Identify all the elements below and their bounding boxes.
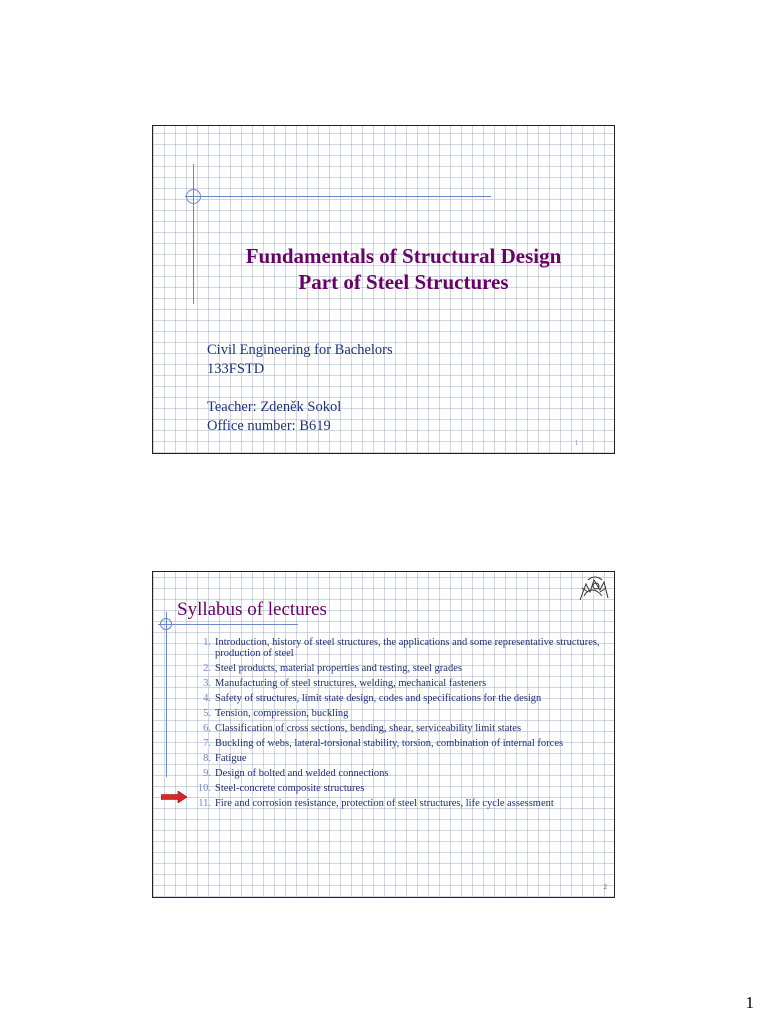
teacher-name: Teacher: Zdeněk Sokol	[207, 399, 342, 415]
course-name: Civil Engineering for Bachelors	[207, 342, 393, 358]
list-item: 10. Steel-concrete composite structures	[197, 783, 365, 794]
slide-title-line-1: Fundamentals of Structural Design	[245, 244, 562, 268]
decor-horizontal-line	[185, 196, 491, 197]
decor-vertical-line	[166, 612, 167, 777]
list-item: 1. Introduction, history of steel structures, the applications and some representative structures, production of steel	[203, 637, 600, 659]
list-item: 5. Tension, compression, buckling	[203, 708, 349, 719]
list-item: 2. Steel products, material properties and testing, steel grades	[203, 663, 462, 674]
decor-ring	[160, 618, 172, 630]
page-number: 1	[745, 993, 754, 1012]
list-item: 6. Classification of cross sections, bending, shear, serviceability limit states	[203, 723, 522, 734]
university-logo-icon	[576, 574, 612, 604]
slide-title-line-2: Part of Steel Structures	[298, 270, 509, 294]
slide-number: 1	[574, 439, 578, 447]
slide-2	[152, 571, 615, 898]
list-item: 11. Fire and corrosion resistance, protection of steel structures, life cycle assessment	[198, 798, 554, 809]
office-number: Office number: B619	[207, 418, 331, 434]
syllabus-title: Syllabus of lectures	[177, 599, 327, 620]
decor-horizontal-line	[158, 624, 298, 625]
list-item: 8. Fatigue	[203, 753, 247, 764]
list-item-highlighted: 9. Design of bolted and welded connections	[203, 768, 389, 779]
slide-number: 2	[603, 883, 607, 891]
list-item: 4. Safety of structures, limit state design, codes and specifications for the design	[203, 693, 542, 704]
course-code: 133FSTD	[207, 361, 265, 377]
lecture-list	[191, 637, 603, 813]
decor-ring	[186, 189, 201, 204]
slide-1	[152, 125, 615, 454]
pointer-arrow-icon	[161, 791, 187, 803]
list-item: 3. Manufacturing of steel structures, welding, mechanical fasteners	[203, 678, 487, 689]
list-item: 7. Buckling of webs, lateral-torsional stability, torsion, combination of internal forces	[203, 738, 564, 749]
